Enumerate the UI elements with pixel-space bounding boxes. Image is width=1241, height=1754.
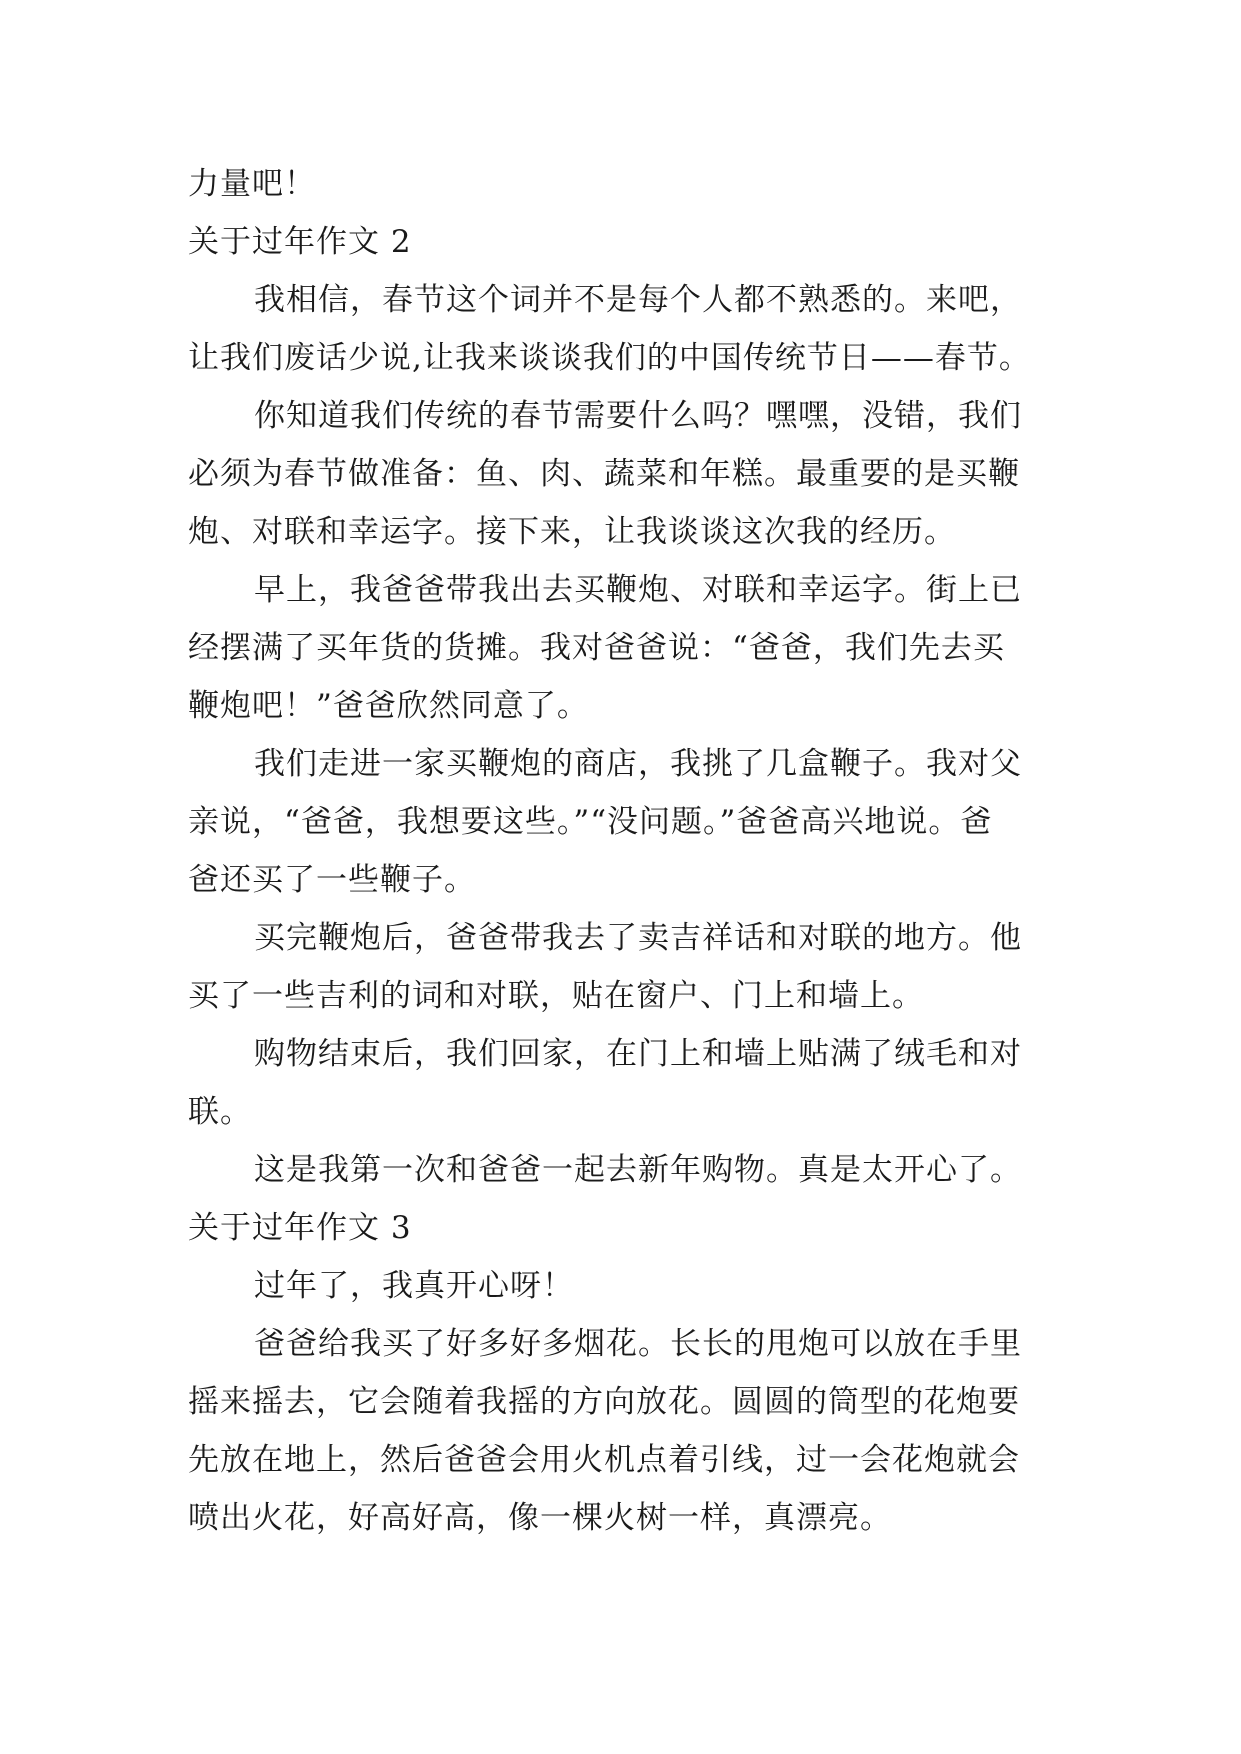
text-line: 炮、对联和幸运字。接下来，让我谈谈这次我的经历。 (188, 514, 956, 550)
paragraph-line: 我们走进一家买鞭炮的商店，我挑了几盒鞭子。我对父 (254, 746, 1022, 782)
text-line: 鞭炮吧！”爸爸欣然同意了。 (188, 688, 589, 724)
text-line: 摇来摇去，它会随着我摇的方向放花。圆圆的筒型的花炮要 (188, 1384, 1020, 1420)
text-line: 亲说，“爸爸，我想要这些。”“没问题。”爸爸高兴地说。爸 (188, 804, 993, 840)
text-line: 先放在地上，然后爸爸会用火机点着引线，过一会花炮就会 (188, 1442, 1020, 1478)
paragraph-line: 购物结束后，我们回家，在门上和墙上贴满了绒毛和对 (254, 1036, 1022, 1072)
section-heading: 关于过年作文 3 (188, 1210, 412, 1246)
text-line: 力量吧！ (188, 166, 316, 202)
paragraph-line: 这是我第一次和爸爸一起去新年购物。真是太开心了。 (254, 1152, 1022, 1188)
text-line: 联。 (188, 1094, 252, 1130)
paragraph-line: 过年了，我真开心呀！ (254, 1268, 574, 1304)
text-line: 买了一些吉利的词和对联，贴在窗户、门上和墙上。 (188, 978, 924, 1014)
text-line: 经摆满了买年货的货摊。我对爸爸说：“爸爸，我们先去买 (188, 630, 1005, 666)
essay-text (188, 155, 1068, 1547)
text-line: 喷出火花，好高好高，像一棵火树一样，真漂亮。 (188, 1500, 892, 1536)
section-heading: 关于过年作文 2 (188, 224, 412, 260)
paragraph-line: 我相信，春节这个词并不是每个人都不熟悉的。来吧， (254, 282, 1022, 318)
text-line: 必须为春节做准备：鱼、肉、蔬菜和年糕。最重要的是买鞭 (188, 456, 1020, 492)
paragraph-line: 爸爸给我买了好多好多烟花。长长的甩炮可以放在手里 (254, 1326, 1022, 1362)
paragraph-line: 买完鞭炮后，爸爸带我去了卖吉祥话和对联的地方。他 (254, 920, 1022, 956)
paragraph-line: 你知道我们传统的春节需要什么吗？嘿嘿，没错，我们 (254, 398, 1022, 434)
text-line: 让我们废话少说,让我来谈谈我们的中国传统节日——春节。 (188, 340, 1031, 376)
text-line: 爸还买了一些鞭子。 (188, 862, 476, 898)
paragraph-line: 早上，我爸爸带我出去买鞭炮、对联和幸运字。街上已 (254, 572, 1022, 608)
